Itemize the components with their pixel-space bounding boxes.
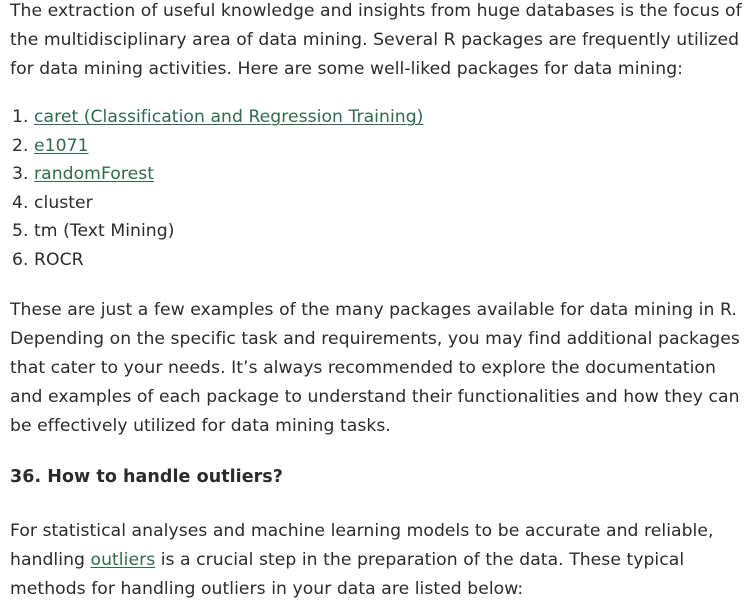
list-item (34, 217, 743, 246)
package-list (10, 103, 743, 274)
e1071-link[interactable]: e1071 (34, 135, 89, 156)
list-item (34, 132, 743, 161)
rocr-label: ROCR (34, 249, 84, 270)
section-heading: 36. How to handle outliers? (10, 467, 283, 487)
article-body (10, 0, 743, 604)
summary-paragraph: These are just a few examples of the many packages available for data mining in R. Depending on the specific task and requirements, you may find additional packages that cater to your needs. It’s always recommended to explore the documentation and examples of each package to understand their functionalities and how they can be effectively utilized for data mining tasks. (10, 300, 740, 436)
outliers-text-before: For statistical analyses and machine learning models to be accurate and reliable, handling (10, 521, 714, 570)
outliers-text-after: is a crucial step in the preparation of the data. These typical methods for handling outliers in your data are listed below: (10, 550, 685, 599)
list-item (34, 160, 743, 189)
cluster-label: cluster (34, 192, 93, 213)
outliers-paragraph (10, 517, 743, 604)
randomforest-link[interactable]: randomForest (34, 164, 155, 184)
list-item (34, 189, 743, 218)
intro-paragraph: The extraction of useful knowledge and insights from huge databases is the focus of the multidisciplinary area of data mining. Several R packages are frequently utilized for data mining activities. Here are some well-liked packages for data mining: (10, 1, 742, 79)
caret-link[interactable]: caret (Classification and Regression Training) (34, 107, 424, 127)
list-item (34, 246, 743, 275)
list-item (34, 103, 743, 132)
outliers-link[interactable]: outliers (90, 550, 156, 570)
tm-label: tm (Text Mining) (34, 221, 175, 241)
